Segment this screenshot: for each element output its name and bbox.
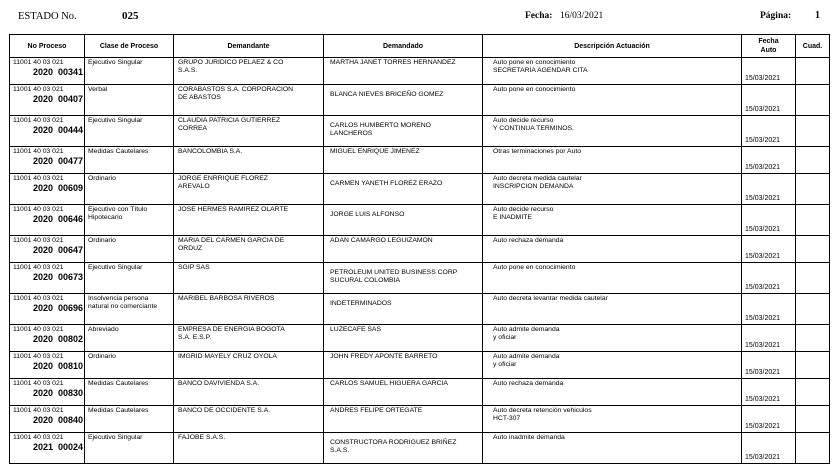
fecha-auto-cell: 15/03/2021: [742, 294, 796, 325]
radicado-year-number: 2020 00341: [33, 67, 84, 78]
table-row: [10, 294, 830, 325]
radicado-year-number: 2021 00024: [33, 442, 84, 453]
demandante-cell: EMPRESA DE ENERGIA BOGOTA S.A. E.S.P.: [174, 325, 324, 352]
demandado-cell: MIGUEL ENRIQUE JIMENEZ: [324, 147, 483, 174]
clase-cell: Ordinario: [85, 174, 174, 205]
demandado-cell: MARTHA JANET TORRES HERNANDEZ: [324, 58, 483, 85]
table-row: [10, 236, 830, 263]
table-row: [10, 85, 830, 116]
no-proceso-cell: [10, 85, 85, 116]
demandado-cell: ANDRES FELIPE ORTEGATE: [324, 406, 483, 433]
cuad-cell: [796, 147, 830, 174]
radicado-prefix: 11001 40 03 021: [13, 434, 64, 441]
estado-number: 025: [122, 10, 139, 22]
descripcion-cell: Otras terminaciones por Auto: [483, 147, 742, 174]
descripcion-cell: Auto decreta levantar medida cautelar: [483, 294, 742, 325]
table-row: [10, 58, 830, 85]
fecha-value: 16/03/2021: [560, 11, 604, 21]
radicado-year-number: 2020 00810: [33, 361, 84, 372]
descripcion-cell: Auto admite demanda y oficiar: [483, 325, 742, 352]
fecha-auto-cell: 15/03/2021: [742, 379, 796, 406]
demandante-cell: MARIBEL BARBOSA RIVEROS: [174, 294, 324, 325]
fecha-auto-cell: 15/03/2021: [742, 116, 796, 147]
radicado-prefix: 11001 40 03 021: [13, 380, 64, 387]
fecha-auto-cell: 15/03/2021: [742, 325, 796, 352]
descripcion-cell: Auto rechaza demanda: [483, 379, 742, 406]
cuad-cell: [796, 379, 830, 406]
radicado-prefix: 11001 40 03 021: [13, 353, 64, 360]
col-header-descripcion: Descripción Actuación: [483, 35, 742, 58]
report-header: [0, 0, 832, 34]
table-row: [10, 352, 830, 379]
no-proceso-cell: [10, 406, 85, 433]
col-header-fecha-auto: Fecha Auto: [742, 35, 796, 58]
cuad-cell: [796, 325, 830, 352]
clase-cell: Ejecutivo Singular: [85, 433, 174, 464]
radicado-year-number: 2020 00477: [33, 156, 84, 167]
demandante-cell: SGIP SAS: [174, 263, 324, 294]
table-row: [10, 325, 830, 352]
radicado-year-number: 2020 00646: [33, 214, 84, 225]
radicado-prefix: 11001 40 03 021: [13, 326, 64, 333]
no-proceso-cell: [10, 352, 85, 379]
clase-cell: Ejecutivo Singular: [85, 263, 174, 294]
fecha-auto-cell: 15/03/2021: [742, 58, 796, 85]
radicado-year-number: 2020 00609: [33, 183, 84, 194]
radicado-prefix: 11001 40 03 021: [13, 86, 64, 93]
no-proceso-cell: [10, 263, 85, 294]
table-row: [10, 263, 830, 294]
fecha-auto-cell: 15/03/2021: [742, 205, 796, 236]
cuad-cell: [796, 236, 830, 263]
radicado-prefix: 11001 40 03 021: [13, 117, 64, 124]
radicado-prefix: 11001 40 03 021: [13, 264, 64, 271]
demandado-cell: CARLOS HUMBERTO MORENO LANCHEROS: [324, 116, 483, 147]
descripcion-cell: Auto admite demanda y oficiar: [483, 352, 742, 379]
radicado-prefix: 11001 40 03 021: [13, 407, 64, 414]
pagina-label: Página:: [760, 11, 792, 21]
pagina-number: 1: [815, 10, 820, 21]
table-row: [10, 406, 830, 433]
clase-cell: Medidas Cautelares: [85, 406, 174, 433]
radicado-year-number: 2020 00830: [33, 388, 84, 399]
descripcion-cell: Auto pone en conocimiento SECRETARIA AGENDAR CITA: [483, 58, 742, 85]
radicado-year-number: 2020 00802: [33, 334, 84, 345]
demandante-cell: JORGE ENRRIQUE FLOREZ AREVALO: [174, 174, 324, 205]
radicado-prefix: 11001 40 03 021: [13, 148, 64, 155]
demandante-cell: FAJOBE S.A.S.: [174, 433, 324, 464]
estado-table: [9, 34, 830, 464]
radicado-prefix: 11001 40 03 021: [13, 206, 64, 213]
clase-cell: Ejecutivo Singular: [85, 58, 174, 85]
descripcion-cell: Auto decreta retención vehiculos HCT-307: [483, 406, 742, 433]
table-row: [10, 174, 830, 205]
radicado-year-number: 2020 00673: [33, 272, 84, 283]
radicado-year-number: 2020 00444: [33, 125, 84, 136]
no-proceso-cell: [10, 379, 85, 406]
clase-cell: Medidas Cautelares: [85, 379, 174, 406]
no-proceso-cell: [10, 325, 85, 352]
no-proceso-cell: [10, 174, 85, 205]
table-row: [10, 147, 830, 174]
demandante-cell: MARIA DEL CARMEN GARCIA DE ORDUZ: [174, 236, 324, 263]
no-proceso-cell: [10, 433, 85, 464]
estado-label: ESTADO No.: [18, 11, 77, 22]
cuad-cell: [796, 174, 830, 205]
col-header-cuad: Cuad.: [796, 35, 830, 58]
cuad-cell: [796, 406, 830, 433]
descripcion-cell: Auto pone en conocimiento: [483, 85, 742, 116]
demandado-cell: LUZECAFE SAS: [324, 325, 483, 352]
demandado-cell: JORGE LUIS ALFONSO: [324, 205, 483, 236]
no-proceso-cell: [10, 294, 85, 325]
table-row: [10, 433, 830, 464]
radicado-prefix: 11001 40 03 021: [13, 59, 64, 66]
col-header-demandado: Demandado: [324, 35, 483, 58]
radicado-year-number: 2020 00407: [33, 94, 84, 105]
demandado-cell: JOHN FREDY APONTE BARRETO: [324, 352, 483, 379]
demandante-cell: BANCO DE OCCIDENTE S.A.: [174, 406, 324, 433]
cuad-cell: [796, 352, 830, 379]
table-row: [10, 379, 830, 406]
demandado-cell: BLANCA NIEVES BRICEÑO GOMEZ: [324, 85, 483, 116]
fecha-auto-cell: 15/03/2021: [742, 147, 796, 174]
no-proceso-cell: [10, 58, 85, 85]
col-header-no-proceso: No Proceso: [10, 35, 85, 58]
fecha-auto-cell: 15/03/2021: [742, 406, 796, 433]
radicado-prefix: 11001 40 03 021: [13, 295, 64, 302]
demandante-cell: JOSE HERMES RAMIREZ OLARTE: [174, 205, 324, 236]
clase-cell: Verbal: [85, 85, 174, 116]
demandado-cell: INDETERMINADOS: [324, 294, 483, 325]
cuad-cell: [796, 116, 830, 147]
clase-cell: Ejecutivo con Título Hipotecario: [85, 205, 174, 236]
demandado-cell: CARMEN YANETH FLOREZ ERAZO: [324, 174, 483, 205]
clase-cell: Ordinario: [85, 236, 174, 263]
no-proceso-cell: [10, 236, 85, 263]
table-row: [10, 205, 830, 236]
descripcion-cell: Auto decide recurso E INADMITE: [483, 205, 742, 236]
demandado-cell: PETROLEUM UNITED BUSINESS CORP SUCURAL COLOMBIA: [324, 263, 483, 294]
clase-cell: Ejecutivo Singular: [85, 116, 174, 147]
demandado-cell: ADAN CAMARGO LEGUIZAMON: [324, 236, 483, 263]
col-header-demandante: Demandante: [174, 35, 324, 58]
demandante-cell: BANCO DAVIVIENDA S.A.: [174, 379, 324, 406]
clase-cell: Abreviado: [85, 325, 174, 352]
descripcion-cell: Auto rechaza demanda: [483, 236, 742, 263]
radicado-year-number: 2020 00696: [33, 303, 84, 314]
col-header-clase: Clase de Proceso: [85, 35, 174, 58]
cuad-cell: [796, 433, 830, 464]
demandante-cell: IMGRID MAYELY CRUZ OYOLA: [174, 352, 324, 379]
cuad-cell: [796, 205, 830, 236]
demandado-cell: CARLOS SAMUEL HIGUERA GARCIA: [324, 379, 483, 406]
no-proceso-cell: [10, 147, 85, 174]
cuad-cell: [796, 263, 830, 294]
table-row: [10, 116, 830, 147]
descripcion-cell: Auto inadmite demanda: [483, 433, 742, 464]
descripcion-cell: Auto pone en conocimiento: [483, 263, 742, 294]
fecha-auto-cell: 15/03/2021: [742, 236, 796, 263]
no-proceso-cell: [10, 205, 85, 236]
descripcion-cell: Auto decreta medida cautelar INSCRIPCION DEMANDA: [483, 174, 742, 205]
demandado-cell: CONSTRUCTORA RODRIGUEZ BRIÑEZ S.A.S.: [324, 433, 483, 464]
clase-cell: Insolvencia persona natural no comerciante: [85, 294, 174, 325]
clase-cell: Medidas Cautelares: [85, 147, 174, 174]
cuad-cell: [796, 294, 830, 325]
cuad-cell: [796, 85, 830, 116]
fecha-auto-cell: 15/03/2021: [742, 85, 796, 116]
fecha-auto-cell: 15/03/2021: [742, 263, 796, 294]
demandante-cell: BANCOLOMBIA S.A.: [174, 147, 324, 174]
fecha-auto-cell: 15/03/2021: [742, 174, 796, 205]
demandante-cell: CORABASTOS S.A. CORPORACION DE ABASTOS: [174, 85, 324, 116]
radicado-prefix: 11001 40 03 021: [13, 237, 64, 244]
clase-cell: Ordinario: [85, 352, 174, 379]
cuad-cell: [796, 58, 830, 85]
fecha-auto-cell: 15/03/2021: [742, 433, 796, 464]
descripcion-cell: Auto decide recurso Y CONTINUA TERMINOS.: [483, 116, 742, 147]
fecha-label: Fecha:: [525, 11, 553, 21]
no-proceso-cell: [10, 116, 85, 147]
radicado-year-number: 2020 00840: [33, 415, 84, 426]
table-header-row: [10, 35, 830, 58]
radicado-prefix: 11001 40 03 021: [13, 175, 64, 182]
demandante-cell: CLAUDIA PATRICIA GUTIERREZ CORREA: [174, 116, 324, 147]
demandante-cell: GRUPO JURIDICO PELAEZ & CO S.A.S.: [174, 58, 324, 85]
fecha-auto-cell: 15/03/2021: [742, 352, 796, 379]
radicado-year-number: 2020 00647: [33, 245, 84, 256]
